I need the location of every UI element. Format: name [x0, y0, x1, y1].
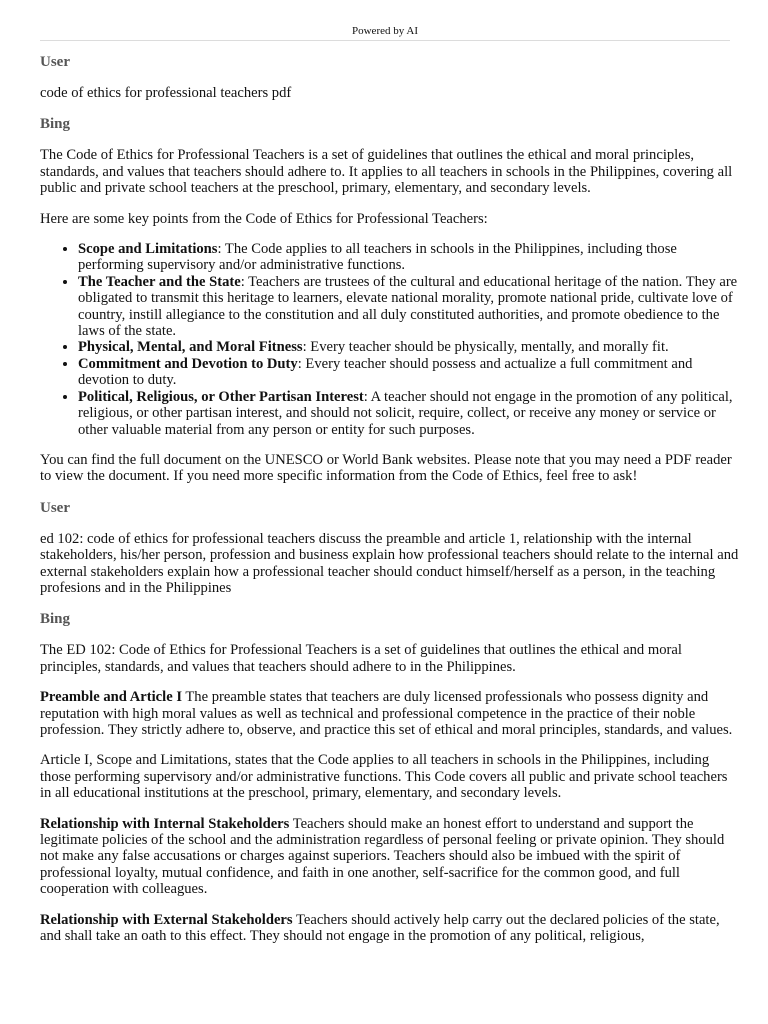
key-point-text: : Teachers are trustees of the cultural and educational heritage of the nation. They are obligated to transmit this heritage to learners, elevate national morality, promote national pride, cultivate love of country, instill allegiance to the constitution and all duly constituted authorities, and promote obedience to the laws of the state. — [78, 273, 738, 340]
key-point-title: Commitment and Devotion to Duty — [78, 355, 298, 372]
key-point-text: : The Code applies to all teachers in schools in the Philippines, including those performing supervisory and/or administrative functions. — [78, 241, 677, 274]
user-message: ed 102: code of ethics for professional teachers discuss the preamble and article 1, relationship with the internal stakeholders, his/her person, profession and business explain how professional teachers should relate to the internal and external stakeholders explain how a professional teacher should conduct himself/herself as a person, in the teaching profesions and in the Philippines — [40, 530, 739, 596]
speaker-label-user: User — [40, 499, 70, 516]
section-preamble — [40, 689, 740, 738]
section-heading: Preamble and Article I — [40, 689, 182, 706]
list-item — [78, 241, 740, 274]
speaker-label-bing: Bing — [40, 611, 71, 628]
list-item — [78, 356, 740, 389]
key-point-text: : Every teacher should possess and actualize a full commitment and devotion to duty. — [78, 355, 693, 389]
list-item — [78, 389, 740, 438]
key-point-text: : Every teacher should be physically, mentally, and morally fit. — [302, 339, 669, 356]
section-external-stakeholders — [40, 912, 740, 945]
section-text: Teachers should actively help carry out the declared policies of the state, and shall take an oath to this effect. They should not engage in the promotion of any political, religious, — [40, 911, 720, 945]
section-text: The preamble states that teachers are duly licensed professionals who possess dignity and reputation with high moral values as well as technical and professional competence in the practice of their noble profession. They strictly adhere to, observe, and practice this set of ethical and moral principles, standards, and values. — [40, 689, 733, 738]
bing-intro-paragraph: The ED 102: Code of Ethics for Professional Teachers is a set of guidelines that outlines the ethical and moral principles, standards, and values that teachers should adhere to in the Philippines. — [40, 642, 682, 675]
key-points-list — [40, 241, 740, 438]
list-item — [78, 274, 740, 340]
section-text: Article I, Scope and Limitations, states that the Code applies to all teachers in schools in the Philippines, including those performing supervisory and/or administrative functions. This Code covers all public and private school teachers in all educational institutions at the preschool, primary, elementary, and secondary levels. — [40, 752, 728, 802]
section-article-1 — [40, 752, 740, 801]
section-internal-stakeholders — [40, 816, 740, 898]
user-message: code of ethics for professional teachers pdf — [40, 85, 292, 101]
list-item — [78, 339, 740, 355]
speaker-label-user: User — [40, 54, 70, 70]
bing-intro-paragraph: The Code of Ethics for Professional Teachers is a set of guidelines that outlines the ethical and moral principles, standards, and values that teachers should adhere to. It applies to all teachers in schools in the Philippines, covering all public and private school teachers at the preschool, primary, elementary, and secondary levels. — [40, 147, 733, 197]
key-points-intro: Here are some key points from the Code of Ethics for Professional Teachers: — [40, 210, 488, 227]
section-text: Teachers should make an honest effort to understand and support the legitimate policies of the school and the administration regardless of personal feeling or private opinion. They should not make any false accusations or charges against superiors. Teachers should also be imbued with the spirit of professional loyalty, mutual confidence, and faith in one another, self-sacrifice for the common good, and full cooperation with colleagues. — [40, 815, 725, 898]
conversation — [40, 53, 740, 958]
key-point-title: Physical, Mental, and Moral Fitness — [78, 339, 303, 356]
page-header: Powered by AI — [40, 24, 730, 41]
section-heading: Relationship with Internal Stakeholders — [40, 815, 290, 832]
speaker-label-bing: Bing — [40, 116, 71, 133]
bing-closing-paragraph: You can find the full document on the UNESCO or World Bank websites. Please note that you may need a PDF reader to view the document. If you need more specific information from the Code of Ethics, feel free to ask! — [40, 451, 732, 485]
key-point-title: Political, Religious, or Other Partisan Interest — [78, 388, 364, 405]
key-point-title: Scope and Limitations — [78, 241, 218, 258]
key-point-title: The Teacher and the State — [78, 273, 241, 290]
key-point-text: : A teacher should not engage in the promotion of any political, religious, or other partisan interest, and should not solicit, require, collect, or receive any money or service or other valuable material from any person or entity for such purposes. — [78, 388, 733, 438]
section-heading: Relationship with External Stakeholders — [40, 911, 293, 928]
